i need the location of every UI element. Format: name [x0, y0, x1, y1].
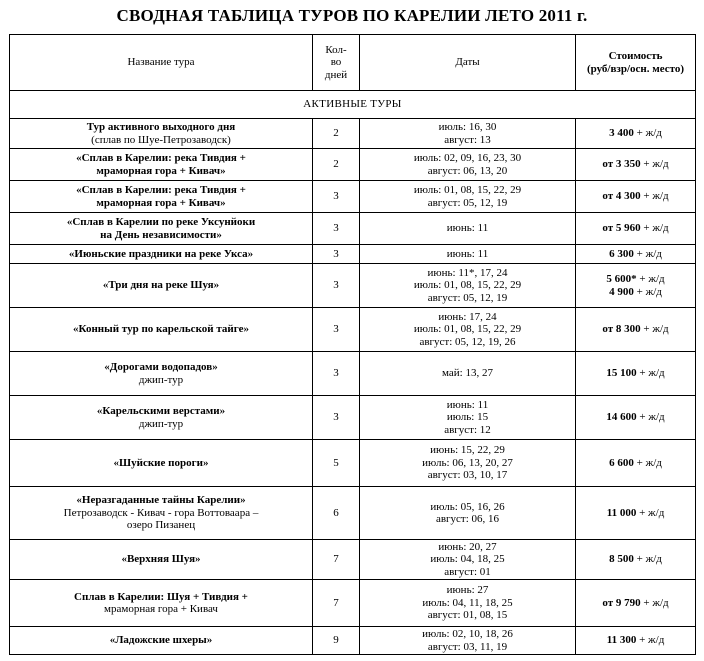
tour-row: [10, 440, 696, 487]
tour-days-cell: 3: [313, 181, 360, 213]
tour-date-line: август: 01: [444, 565, 491, 578]
tour-price-cell: [576, 119, 696, 149]
tour-dates-cell: [360, 119, 576, 149]
tour-dates-cell: [360, 396, 576, 440]
tour-price-cell: [576, 149, 696, 181]
tour-name-cell: [10, 213, 313, 245]
tour-price-value: 6 300: [609, 247, 634, 260]
tour-date-line: август: 03, 10, 17: [427, 469, 508, 482]
tour-dates-cell: [360, 264, 576, 308]
tour-name-line: мраморная гора + Кивач»: [96, 196, 226, 209]
tour-name-line: джип-тур: [138, 373, 184, 386]
header-tour-name: Название тура: [10, 35, 313, 91]
tour-dates-cell: [360, 487, 576, 540]
tour-price-suffix: + ж/д: [640, 222, 669, 235]
tour-name-line: «Сплав в Карелии: река Тивдия +: [76, 184, 246, 196]
tour-price-suffix: + ж/д: [640, 158, 669, 171]
tour-price-suffix: + ж/д: [640, 190, 669, 203]
tour-name-line: (сплав по Шуе-Петрозаводск): [91, 133, 231, 146]
tour-price-suffix: + ж/д: [636, 411, 665, 424]
tour-price-line: [579, 323, 692, 336]
tour-name-cell: [10, 396, 313, 440]
tour-name-cell: [10, 487, 313, 540]
tour-name-cell: [10, 440, 313, 487]
tour-date-line: июль: 01, 08, 15, 22, 29: [413, 184, 522, 196]
tour-price-cell: [576, 213, 696, 245]
tour-date-line: июль: 06, 13, 20, 27: [422, 456, 513, 469]
tour-price-suffix: + ж/д: [636, 506, 665, 519]
document-title: СВОДНАЯ ТАБЛИЦА ТУРОВ ПО КАРЕЛИИ ЛЕТО 2011 г.: [116, 6, 588, 25]
tour-price-line: [579, 597, 692, 610]
tour-name-line: «Конный тур по карельской тайге»: [73, 323, 249, 336]
tour-date-line: июнь: 15, 22, 29: [430, 444, 505, 457]
tour-name-line: «Сплав в Карелии по реке Уксунйоки: [66, 216, 256, 228]
tour-price-cell: [576, 487, 696, 540]
tour-date-line: май: 13, 27: [442, 367, 493, 380]
header-days-line: Кол-: [325, 43, 347, 56]
tour-price-cell: [576, 580, 696, 627]
tour-row: [10, 396, 696, 440]
tour-row: [10, 627, 696, 655]
tours-table: [9, 34, 696, 655]
tour-days-cell: 3: [313, 245, 360, 264]
tour-price-line: [579, 273, 692, 286]
tour-dates-cell: [360, 181, 576, 213]
tour-name-line: Сплав в Карелии: Шуя + Тивдия +: [74, 590, 248, 603]
tour-date-line: июль: 04, 11, 18, 25: [422, 596, 513, 609]
tour-date-line: август: 05, 12, 19, 26: [419, 335, 516, 348]
tour-name-line: озеро Пизанец: [126, 519, 196, 532]
tour-date-line: август: 06, 16: [435, 513, 500, 525]
tour-date-line: июнь: 11: [446, 222, 489, 235]
tour-name-line: Петрозаводск - Кивач - гора Воттоваара –: [63, 506, 259, 519]
tour-date-line: июнь: 11: [446, 398, 489, 411]
tour-dates-cell: [360, 352, 576, 396]
tour-price-prefix: от: [602, 222, 616, 235]
tour-row: [10, 352, 696, 396]
tour-name-line: «Дорогами водопадов»: [104, 361, 218, 373]
tour-price-value: 15 100: [606, 367, 637, 380]
tour-dates-cell: [360, 308, 576, 352]
tour-price-suffix: + ж/д: [636, 367, 665, 380]
tour-date-line: август: 01, 08, 15: [427, 609, 508, 622]
tour-price-suffix: + ж/д: [640, 323, 669, 336]
header-row: [10, 35, 696, 91]
tour-date-line: июль: 01, 08, 15, 22, 29: [413, 279, 522, 292]
tour-name-line: мраморная гора + Кивач»: [96, 164, 226, 177]
tour-row: [10, 181, 696, 213]
tour-price-prefix: от: [602, 158, 616, 171]
tour-dates-cell: [360, 627, 576, 655]
tour-row: [10, 264, 696, 308]
tour-dates-cell: [360, 245, 576, 264]
tour-price-value: 9 790: [615, 596, 641, 609]
tour-price-value: 6 600: [609, 456, 634, 469]
tour-name-line: «Ладожские шхеры»: [109, 634, 213, 647]
tour-row: [10, 149, 696, 181]
header-cost: [576, 35, 696, 91]
tour-days-cell: 7: [313, 580, 360, 627]
tour-row: [10, 487, 696, 540]
tour-row: [10, 245, 696, 264]
tour-price-line: [579, 190, 692, 203]
tour-dates-cell: [360, 540, 576, 580]
tour-dates-cell: [360, 213, 576, 245]
tour-days-cell: 3: [313, 213, 360, 245]
header-cost-line: Стоимость: [608, 50, 663, 62]
tour-name-cell: [10, 580, 313, 627]
tour-price-cell: [576, 627, 696, 655]
tour-price-suffix: + ж/д: [633, 553, 662, 566]
tour-price-suffix: + ж/д: [633, 285, 662, 298]
tour-row: [10, 213, 696, 245]
tour-days-cell: 2: [313, 119, 360, 149]
tours-table-body: [10, 91, 696, 655]
tour-price-value: 5 960: [615, 222, 641, 235]
tour-days-cell: 5: [313, 440, 360, 487]
tour-date-line: июль: 16, 30: [438, 121, 497, 133]
tour-price-value: 11 300: [606, 634, 637, 647]
tour-price-line: [579, 553, 692, 566]
tour-name-line: «Сплав в Карелии: река Тивдия +: [76, 152, 246, 164]
tour-price-suffix: + ж/д: [633, 247, 662, 260]
tour-price-line: [579, 367, 692, 380]
tour-date-line: август: 05, 12, 19: [427, 196, 508, 209]
tour-days-cell: 3: [313, 308, 360, 352]
tour-price-value: 5 600*: [606, 273, 637, 285]
tour-dates-cell: [360, 149, 576, 181]
tour-price-cell: [576, 264, 696, 308]
tour-row: [10, 308, 696, 352]
tour-date-line: август: 06, 13, 20: [427, 164, 508, 177]
tour-price-value: 8 500: [609, 553, 634, 566]
tour-date-line: июль: 01, 08, 15, 22, 29: [413, 323, 522, 336]
tour-name-cell: [10, 119, 313, 149]
tour-price-value: 14 600: [606, 411, 637, 424]
tour-days-cell: 3: [313, 352, 360, 396]
header-days: [313, 35, 360, 91]
tour-date-line: август: 03, 11, 19: [427, 640, 508, 653]
tour-name-cell: [10, 245, 313, 264]
tour-price-cell: [576, 440, 696, 487]
tour-price-line: [579, 286, 692, 299]
tour-name-cell: [10, 540, 313, 580]
tour-name-cell: [10, 627, 313, 655]
tour-price-cell: [576, 396, 696, 440]
tour-price-line: [579, 222, 692, 235]
tour-date-line: июль: 04, 18, 25: [430, 553, 505, 566]
tour-name-line: «Верхняя Шуя»: [121, 553, 201, 566]
tour-price-prefix: от: [602, 323, 616, 336]
tour-date-line: июль: 02, 09, 16, 23, 30: [413, 152, 522, 164]
tour-price-cell: [576, 181, 696, 213]
tour-price-value: 3 400: [609, 127, 634, 140]
tour-date-line: июль: 02, 10, 18, 26: [422, 628, 513, 640]
tour-date-line: июль: 15: [446, 411, 489, 424]
tour-name-cell: [10, 264, 313, 308]
tour-price-cell: [576, 245, 696, 264]
tour-date-line: июль: 05, 16, 26: [430, 500, 505, 513]
tour-name-line: на День независимости»: [100, 228, 222, 241]
tour-price-line: [579, 457, 692, 470]
tour-name-cell: [10, 352, 313, 396]
tour-price-line: [579, 127, 692, 140]
tour-date-line: июнь: 20, 27: [438, 540, 497, 553]
tour-name-line: Тур активного выходного дня: [86, 121, 236, 133]
tour-price-suffix: + ж/д: [636, 634, 665, 647]
tour-price-cell: [576, 540, 696, 580]
tour-price-cell: [576, 352, 696, 396]
tour-days-cell: 2: [313, 149, 360, 181]
tour-days-cell: 7: [313, 540, 360, 580]
tour-price-line: [579, 158, 692, 171]
tour-dates-cell: [360, 580, 576, 627]
tour-name-line: джип-тур: [138, 417, 184, 430]
tour-date-line: июнь: 11*, 17, 24: [427, 266, 508, 279]
tour-name-line: «Карельскими верстами»: [96, 405, 226, 417]
tour-price-line: [579, 411, 692, 424]
header-cost-line: (руб/взр/осн. место): [586, 62, 685, 75]
tour-name-line: «Три дня на реке Шуя»: [102, 279, 220, 292]
tour-price-suffix: + ж/д: [633, 456, 662, 469]
section-row: [10, 91, 696, 119]
tour-price-value: 3 350: [615, 158, 641, 171]
tour-price-value: 4 900: [609, 285, 634, 298]
tour-date-line: июнь: 17, 24: [438, 310, 497, 323]
tour-name-cell: [10, 149, 313, 181]
tour-price-line: [579, 507, 692, 520]
tour-date-line: август: 05, 12, 19: [427, 291, 508, 304]
tour-name-cell: [10, 181, 313, 213]
tour-name-cell: [10, 308, 313, 352]
tour-days-cell: 3: [313, 396, 360, 440]
tour-price-suffix: + ж/д: [633, 127, 662, 140]
tour-price-value: 8 300: [615, 323, 641, 336]
tour-days-cell: 3: [313, 264, 360, 308]
tour-row: [10, 580, 696, 627]
tour-date-line: август: 12: [444, 423, 491, 436]
tour-price-line: [579, 634, 692, 647]
tour-price-suffix: + ж/д: [640, 596, 669, 609]
tour-date-line: июнь: 27: [446, 584, 489, 597]
tour-row: [10, 540, 696, 580]
tour-price-cell: [576, 308, 696, 352]
tour-date-line: август: 13: [444, 133, 491, 146]
header-days-line: во: [330, 56, 342, 69]
tour-price-line: [579, 248, 692, 261]
tour-row: [10, 119, 696, 149]
header-dates: Даты: [360, 35, 576, 91]
tour-name-line: «Неразгаданные тайны Карелии»: [76, 494, 246, 507]
tour-name-line: «Июньские праздники на реке Укса»: [68, 247, 254, 260]
header-days-line: дней: [324, 68, 348, 81]
tour-price-suffix: + ж/д: [636, 273, 665, 285]
tour-date-line: июнь: 11: [446, 247, 489, 260]
tour-days-cell: 9: [313, 627, 360, 655]
tour-price-prefix: от: [602, 190, 616, 203]
tour-dates-cell: [360, 440, 576, 487]
tour-price-value: 11 000: [606, 506, 637, 519]
tour-price-prefix: от: [602, 596, 616, 609]
tour-days-cell: 6: [313, 487, 360, 540]
tour-name-line: «Шуйские пороги»: [113, 456, 209, 469]
tour-name-line: мраморная гора + Кивач: [104, 603, 218, 615]
section-heading: АКТИВНЫЕ ТУРЫ: [10, 91, 696, 119]
tour-price-value: 4 300: [615, 190, 641, 203]
